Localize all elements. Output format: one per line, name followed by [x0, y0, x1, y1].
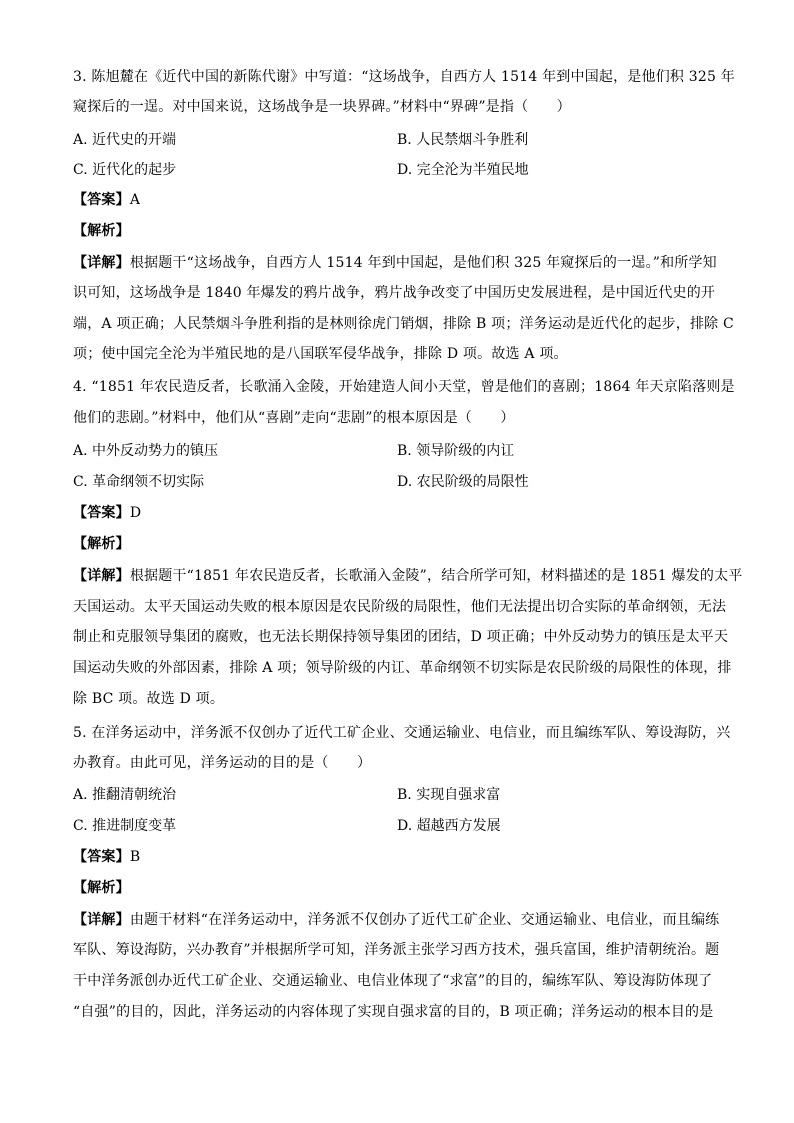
q4-option-b: B. 领导阶级的内讧	[397, 443, 515, 459]
q3-stem-line-2: 窥探后的一逞。对中国来说，这场战争是一块界碑。”材料中“界碑”是指（ ）	[73, 99, 571, 115]
q5-detail-line-1	[73, 910, 723, 930]
q5-stem-line-2: 办教育。由此可见，洋务运动的目的是（ ）	[73, 755, 372, 771]
q4-answer	[73, 503, 723, 523]
q4-detail-line-3: 制止和克服领导集团的腐败，也无法长期保持领导集团的团结，D 项正确；中外反动势力的镇压是太平天	[73, 629, 729, 645]
q4-stem-line-1: 4. “1851 年农民造反者，长歌涌入金陵，开始建造人间小天堂，曾是他们的喜剧；1864 年天京陷落则是	[73, 379, 735, 395]
q4-answer-label: 【答案】	[73, 505, 130, 521]
q3-analysis-label	[73, 221, 723, 241]
q4-detail-line-4: 国运动失败的外部因素，排除 A 项；领导阶级的内讧、革命纲领不切实际是农民阶级的局限性的体现，排	[73, 660, 732, 676]
q4-option-d: D. 农民阶级的局限性	[397, 474, 529, 490]
q5-stem-line-1: 5. 在洋务运动中，洋务派不仅创办了近代工矿企业、交通运输业、电信业，而且编练军队、筹设海防，兴	[73, 725, 731, 741]
q3-stem-line-1: 3. 陈旭麓在《近代中国的新陈代谢》中写道：“这场战争，自西方人 1514 年到中国起，是他们积 325 年	[73, 69, 735, 85]
q5-detail-line-2: 军队、筹设海防，兴办教育”并根据所学可知，洋务派主张学习西方技术，强兵富国，维护清朝统治。题	[73, 942, 720, 958]
q5-detail-line-4: “自强”的目的，因此，洋务运动的内容体现了实现自强求富的目的，B 项正确；洋务运动的根本目的是	[73, 1004, 714, 1020]
q3-detail-text-1: 根据题干“这场战争，自西方人 1514 年到中国起，是他们积 325 年窥探后的一逞。”和所学知	[129, 255, 717, 271]
q4-stem-line-2: 他们的悲剧。”材料中，他们从“喜剧”走向“悲剧”的根本原因是（ ）	[73, 410, 515, 426]
q5-detail-line-3: 干中洋务派创办近代工矿企业、交通运输业、电信业体现了“求富”的目的，编练军队、筹设海防体现了	[73, 973, 713, 989]
q3-answer	[73, 190, 723, 210]
q5-answer-label: 【答案】	[73, 849, 130, 865]
q3-answer-label: 【答案】	[73, 192, 130, 208]
q3-detail-label: 【详解】	[73, 255, 130, 271]
q3-answer-value: A	[129, 192, 141, 208]
q3-option-d: D. 完全沦为半殖民地	[397, 162, 529, 178]
q3-option-a: A. 近代史的开端	[73, 132, 177, 148]
q5-option-d: D. 超越西方发展	[397, 818, 501, 834]
q4-answer-value: D	[129, 505, 142, 521]
q4-detail-line-5: 除 BC 项。故选 D 项。	[73, 691, 225, 707]
q4-detail-label: 【详解】	[73, 568, 130, 584]
q5-answer-value: B	[129, 849, 141, 865]
q3-option-c: C. 近代化的起步	[73, 162, 177, 178]
q5-option-a: A. 推翻清朝统治	[73, 787, 177, 803]
q5-answer	[73, 847, 723, 867]
q4-option-a: A. 中外反动势力的镇压	[73, 443, 219, 459]
q4-analysis-heading: 【解析】	[73, 536, 130, 552]
q4-option-c: C. 革命纲领不切实际	[73, 474, 205, 490]
q3-analysis-heading: 【解析】	[73, 223, 130, 239]
q3-detail-line-1	[73, 253, 723, 273]
q5-detail-text-1: 由题干材料“在洋务运动中，洋务派不仅创办了近代工矿企业、交通运输业、电信业，而且编练	[129, 912, 720, 928]
q5-analysis-label	[73, 878, 723, 898]
q3-option-b: B. 人民禁烟斗争胜利	[397, 132, 529, 148]
q3-detail-line-3: 端，A 项正确；人民禁烟斗争胜利指的是林则徐虎门销烟，排除 B 项；洋务运动是近代化的起步，排除 C	[73, 316, 734, 332]
q4-detail-line-1	[73, 566, 743, 586]
q4-detail-text-1: 根据题干“1851 年农民造反者，长歌涌入金陵”，结合所学可知，材料描述的是 1851 爆发的太平	[129, 568, 743, 584]
q3-detail-line-2: 识可知，这场战争是 1840 年爆发的鸦片战争，鸦片战争改变了中国历史发展进程，是中国近代史的开	[73, 285, 716, 301]
q5-option-c: C. 推进制度变革	[73, 818, 177, 834]
q5-option-b: B. 实现自强求富	[397, 787, 501, 803]
q3-detail-line-4: 项；使中国完全沦为半殖民地的是八国联军侵华战争，排除 D 项。故选 A 项。	[73, 346, 568, 362]
q4-analysis-label	[73, 534, 723, 554]
q5-analysis-heading: 【解析】	[73, 880, 130, 896]
q5-detail-label: 【详解】	[73, 912, 130, 928]
q4-detail-line-2: 天国运动。太平天国运动失败的根本原因是农民阶级的局限性，他们无法提出切合实际的革命纲领，无法	[73, 599, 727, 615]
